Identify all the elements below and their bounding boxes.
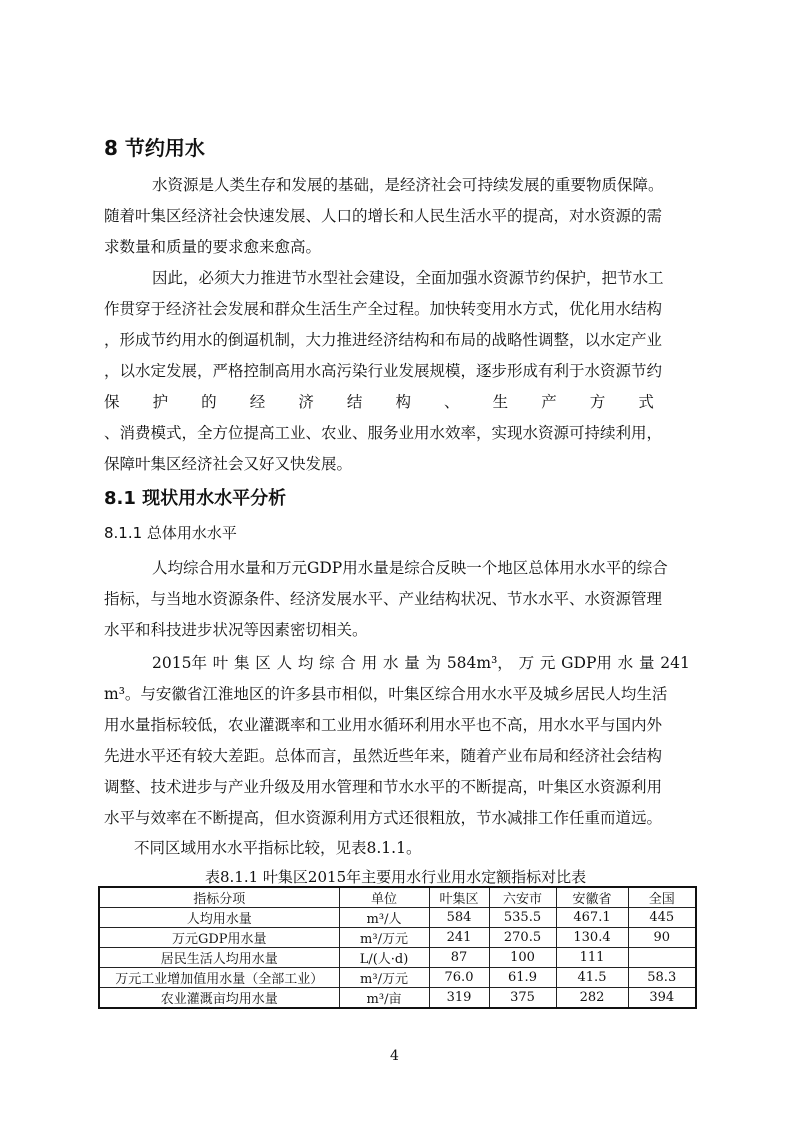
para3-line-1: 人均综合用水量和万元GDP用水量是综合反映一个地区总体用水水平的综合 <box>152 559 668 577</box>
word: 241 <box>660 654 690 672</box>
word: 集 <box>234 654 250 672</box>
para3-line-3: 水平和科技进步状况等因素密切相关。 <box>104 621 368 639</box>
table-row <box>99 988 696 1009</box>
table-cell: 319 <box>429 988 489 1009</box>
word: 结 <box>346 393 363 411</box>
para2-line-3: ，形成节约用水的倒逼机制，大力推进经济结构和布局的战略性调整，以水定产业 <box>104 331 663 349</box>
table-header-row <box>99 887 696 908</box>
table-cell: 535.5 <box>489 908 556 928</box>
word: 584m³， <box>446 654 513 672</box>
table-cell: L/(人·d) <box>339 948 429 968</box>
table-cell: 87 <box>429 948 489 968</box>
word: 生 <box>492 393 509 411</box>
table-row <box>99 968 696 988</box>
table-header: 叶集区 <box>429 887 489 908</box>
table-header: 全国 <box>628 887 696 908</box>
table-header: 六安市 <box>489 887 556 908</box>
para4-line-4: 先进水平还有较大差距。总体而言，虽然近些年来，随着产业布局和经济社会结构 <box>104 747 663 765</box>
word: 元 <box>539 654 556 672</box>
word: 综 <box>319 654 335 672</box>
para1-line-2: 随着叶集区经济社会快速发展、人口的增长和人民生活水平的提高，对水资源的需 <box>104 207 663 225</box>
table-header: 安徽省 <box>556 887 628 908</box>
table-row <box>99 908 696 928</box>
table-cell: 90 <box>628 928 696 948</box>
comparison-table <box>98 886 697 1009</box>
word: 、 <box>444 393 460 411</box>
table-cell: 41.5 <box>556 968 628 988</box>
table-cell: 282 <box>556 988 628 1009</box>
word: 水 <box>617 654 634 672</box>
table-cell: 270.5 <box>489 928 556 948</box>
word: GDP用 <box>561 654 612 672</box>
table-cell: 584 <box>429 908 489 928</box>
subsection-heading: 8.1 现状用水水平分析 <box>104 488 287 509</box>
para2-line-2: 作贯穿于经济社会发展和群众生活生产全过程。加快转变用水方式，优化用水结构 <box>104 300 663 318</box>
table-cell <box>628 948 696 968</box>
table-cell: 111 <box>556 948 628 968</box>
word: 人 <box>276 654 293 672</box>
table-cell: 农业灌溉亩均用水量 <box>99 988 339 1009</box>
table-cell: 61.9 <box>489 968 556 988</box>
word: 保 <box>104 393 120 411</box>
word: 2015年 <box>152 654 207 672</box>
word: 济 <box>298 393 314 411</box>
table-cell: 万元工业增加值用水量（全部工业） <box>99 968 339 988</box>
table-cell: m³/亩 <box>339 988 429 1009</box>
word: 方 <box>589 393 606 411</box>
para4-line-2: m³。与安徽省江淮地区的许多县市相似，叶集区综合用水水平及城乡居民人均生活 <box>104 685 668 703</box>
table-row <box>99 928 696 948</box>
word: 量 <box>638 654 655 672</box>
word: 合 <box>340 654 356 672</box>
para4-line-5: 调整、技术进步与产业升级及用水管理和节水水平的不断提高，叶集区水资源利用 <box>104 778 663 796</box>
word: 为 <box>425 654 442 672</box>
para2-line-6: 、消费模式，全方位提高工业、农业、服务业用水效率，实现水资源可持续利用， <box>104 424 663 442</box>
table-cell: 467.1 <box>556 908 628 928</box>
subsubsection-heading: 8.1.1 总体用水水平 <box>104 524 237 542</box>
word: 区 <box>255 654 271 672</box>
para2-line-4: ，以水定发展，严格控制高用水高污染行业发展规模，逐步形成有利于水资源节约 <box>104 362 663 380</box>
table-cell: 375 <box>489 988 556 1009</box>
table-row <box>99 948 696 968</box>
para4-line-1-justified <box>152 653 690 673</box>
para2-line-7: 保障叶集区经济社会又好又快发展。 <box>104 455 353 473</box>
word: 构 <box>395 393 411 411</box>
table-cell: m³/万元 <box>339 968 429 988</box>
word: 产 <box>541 393 557 411</box>
table-cell: m³/人 <box>339 908 429 928</box>
word: 水 <box>382 654 399 672</box>
word: 量 <box>404 654 420 672</box>
table-cell: 76.0 <box>429 968 489 988</box>
para4-line-3: 用水量指标较低，农业灌溉率和工业用水循环利用水平也不高，用水水平与国内外 <box>104 716 663 734</box>
table-caption: 表8.1.1 叶集区2015年主要用水行业用水定额指标对比表 <box>205 868 587 886</box>
word: 的 <box>201 393 217 411</box>
para2-line-5-justified <box>104 392 654 412</box>
para4-line-6: 水平与效率在不断提高，但水资源利用方式还很粗放，节水减排工作任重而道远。 <box>104 809 663 827</box>
para5-line: 不同区域用水水平指标比较，见表8.1.1。 <box>134 839 422 857</box>
table-cell: 100 <box>489 948 556 968</box>
table-cell: 人均用水量 <box>99 908 339 928</box>
page-number: 4 <box>390 1048 399 1064</box>
table-cell: 445 <box>628 908 696 928</box>
word: 用 <box>361 654 378 672</box>
para1-line-1: 水资源是人类生存和发展的基础，是经济社会可持续发展的重要物质保障。 <box>152 176 664 194</box>
word: 均 <box>297 654 314 672</box>
para1-line-3: 求数量和质量的要求愈来愈高。 <box>104 238 322 256</box>
table-header: 单位 <box>339 887 429 908</box>
word: 万 <box>518 654 535 672</box>
table-header: 指标分项 <box>99 887 339 908</box>
word: 经 <box>249 393 266 411</box>
table-cell: 万元GDP用水量 <box>99 928 339 948</box>
section-heading: 8 节约用水 <box>104 136 205 160</box>
para3-line-2: 指标，与当地水资源条件、经济发展水平、产业结构状况、节水水平、水资源管理 <box>104 590 663 608</box>
table-cell: 394 <box>628 988 696 1009</box>
para2-line-1: 因此，必须大力推进节水型社会建设，全面加强水资源节约保护，把节水工 <box>152 269 664 287</box>
table-cell: m³/万元 <box>339 928 429 948</box>
table-cell: 58.3 <box>628 968 696 988</box>
word: 叶 <box>212 654 229 672</box>
table-cell: 居民生活人均用水量 <box>99 948 339 968</box>
table-cell: 241 <box>429 928 489 948</box>
table-cell: 130.4 <box>556 928 628 948</box>
word: 护 <box>152 393 169 411</box>
word: 式 <box>638 393 654 411</box>
